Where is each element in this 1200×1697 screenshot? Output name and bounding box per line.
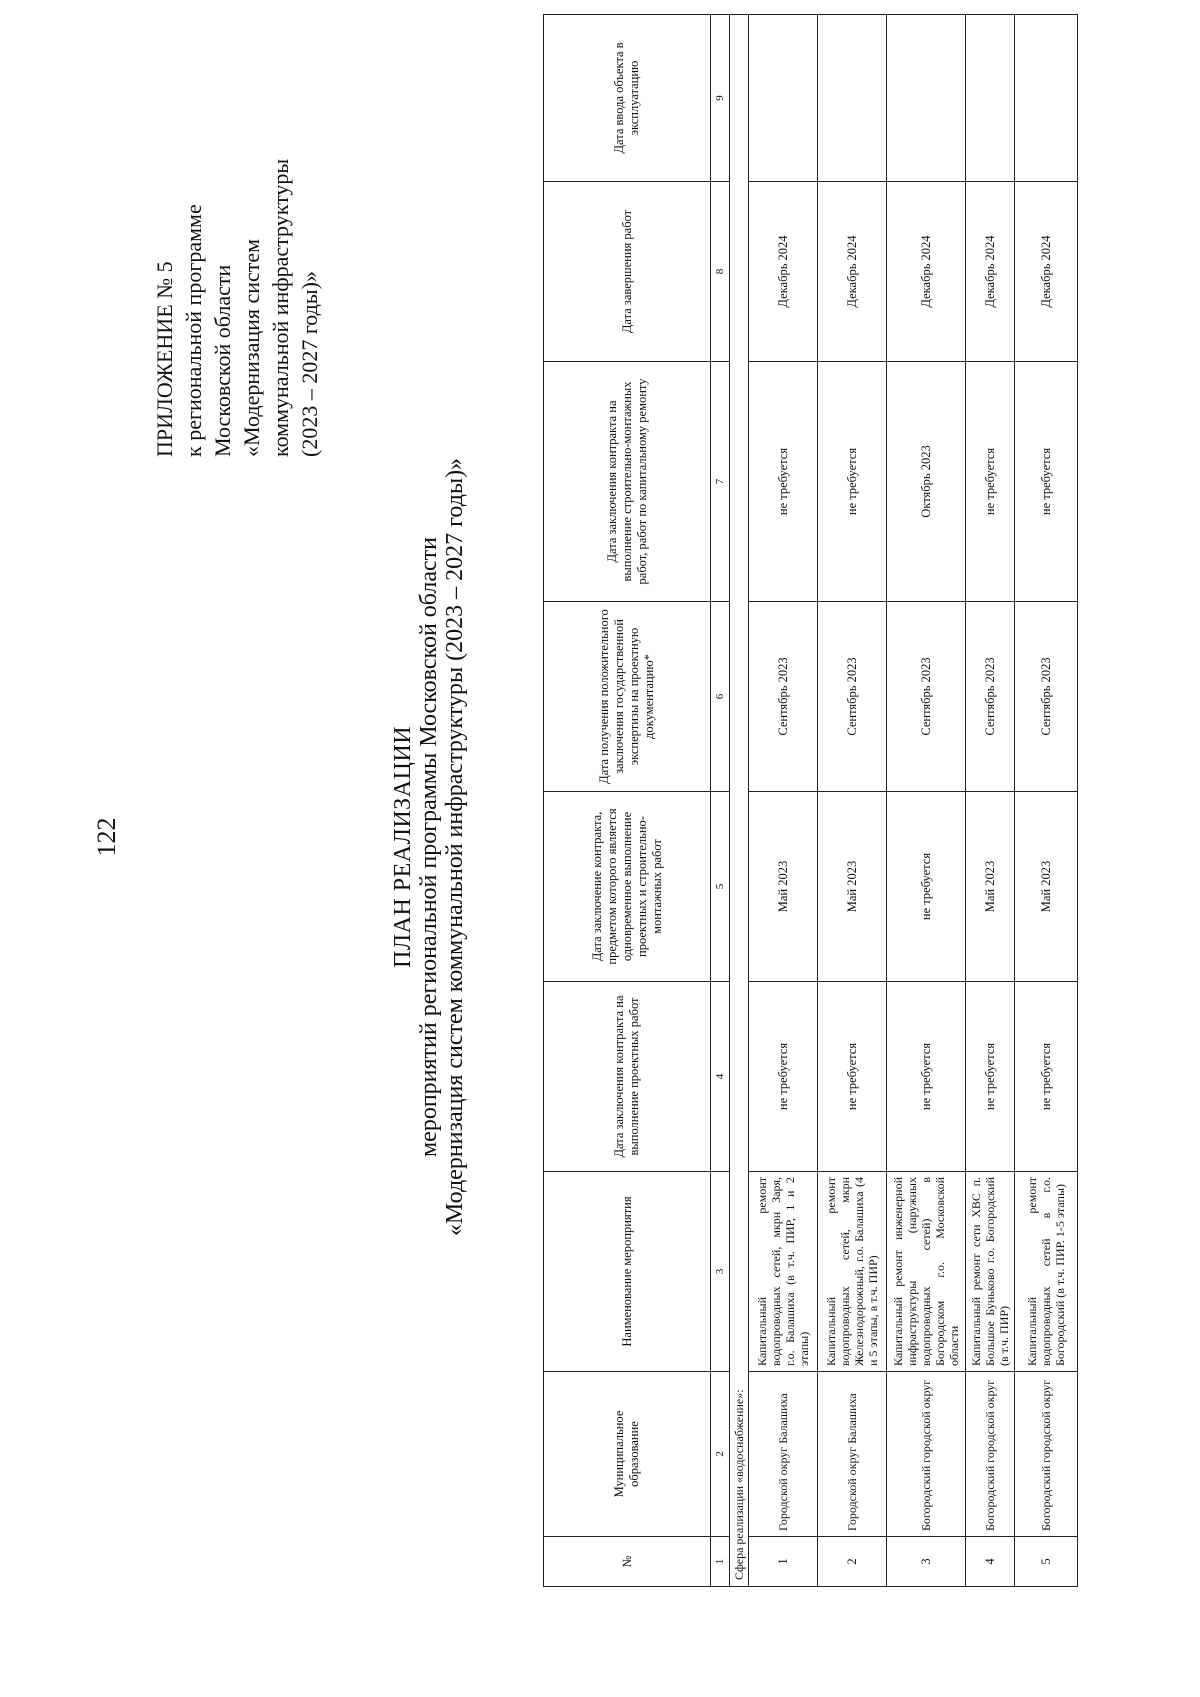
completion-date: Декабрь 2024	[887, 182, 966, 362]
column-number: 4	[711, 982, 730, 1172]
construction-contract-date: не требуется	[1015, 362, 1078, 602]
appendix-line: (2023 – 2027 годы)»	[297, 271, 322, 457]
appendix-line: ПРИЛОЖЕНИЕ № 5	[152, 261, 177, 457]
combined-contract-date: Май 2023	[966, 792, 1015, 982]
column-header: Наименование мероприятия	[544, 1172, 711, 1372]
commissioning-date	[887, 15, 966, 182]
completion-date: Декабрь 2024	[1015, 182, 1078, 362]
event-name-cell: Капитальный ремонт водопроводных сетей, мкрн Железнодорожный, г.о. Балашиха (4 и 5 этапы, в т.ч. ПИР)	[818, 1172, 887, 1372]
column-number: 7	[711, 362, 730, 602]
section-row	[730, 15, 749, 1587]
expertise-date: Сентябрь 2023	[1015, 602, 1078, 792]
design-contract-date: не требуется	[818, 982, 887, 1172]
plan-subtitle: мероприятий региональной программы Московской области	[416, 536, 442, 1158]
row-number: 1	[749, 1537, 818, 1587]
event-name-cell: Капитальный ремонт водопроводных сетей в г.о. Богородский (в т.ч. ПИР. 1-5 этапы)	[1015, 1172, 1078, 1372]
event-name-cell: Капитальный ремонт водопроводных сетей, мкрн Заря, г.о. Балашиха (в т.ч. ПИР, 1 и 2 этапы)	[749, 1172, 818, 1372]
commissioning-date	[966, 15, 1015, 182]
appendix-line: «Модернизация систем	[239, 238, 264, 457]
section-label: Сфера реализации «водоснабжение»:	[730, 15, 749, 1587]
column-header: Дата заключение контракта, предметом которого является одновременное выполнение проектных и строительно-монтажных работ	[544, 792, 711, 982]
expertise-date: Сентябрь 2023	[887, 602, 966, 792]
column-number: 9	[711, 15, 730, 182]
plan-heading	[390, 257, 468, 1437]
table-row	[749, 15, 818, 1587]
column-number: 5	[711, 792, 730, 982]
appendix-line: Московской области	[210, 264, 235, 457]
municipality-cell: Богородский городской округ	[887, 1372, 966, 1537]
table-row	[887, 15, 966, 1587]
municipality-cell: Богородский городской округ	[1015, 1372, 1078, 1537]
design-contract-date: не требуется	[749, 982, 818, 1172]
construction-contract-date: не требуется	[818, 362, 887, 602]
appendix-line: к региональной программе	[181, 204, 206, 457]
table-header-row	[544, 15, 711, 1587]
expertise-date: Сентябрь 2023	[966, 602, 1015, 792]
construction-contract-date: не требуется	[749, 362, 818, 602]
column-number: 6	[711, 602, 730, 792]
column-number: 3	[711, 1172, 730, 1372]
implementation-plan-table	[543, 15, 1078, 1587]
row-number: 5	[1015, 1537, 1078, 1587]
column-header: Дата завершения работ	[544, 182, 711, 362]
row-number: 4	[966, 1537, 1015, 1587]
column-number: 8	[711, 182, 730, 362]
appendix-line: коммунальной инфраструктуры	[268, 158, 293, 457]
commissioning-date	[818, 15, 887, 182]
appendix-block	[150, 17, 324, 457]
column-header: Дата заключения контракта на выполнение проектных работ	[544, 982, 711, 1172]
commissioning-date	[749, 15, 818, 182]
commissioning-date	[1015, 15, 1078, 182]
page-number: 122	[92, 817, 121, 857]
column-header: №	[544, 1537, 711, 1587]
completion-date: Декабрь 2024	[818, 182, 887, 362]
design-contract-date: не требуется	[887, 982, 966, 1172]
table-row	[818, 15, 887, 1587]
column-number-row	[711, 15, 730, 1587]
event-name-cell: Капитальный ремонт сети ХВС п. Большое Буньково г.о. Богородский (в т.ч. ПИР)	[966, 1172, 1015, 1372]
combined-contract-date: не требуется	[887, 792, 966, 982]
completion-date: Декабрь 2024	[966, 182, 1015, 362]
plan-title: ПЛАН РЕАЛИЗАЦИИ	[390, 725, 416, 969]
completion-date: Декабрь 2024	[749, 182, 818, 362]
row-number: 3	[887, 1537, 966, 1587]
table-row	[966, 15, 1015, 1587]
expertise-date: Сентябрь 2023	[749, 602, 818, 792]
municipality-cell: Богородский городской округ	[966, 1372, 1015, 1537]
design-contract-date: не требуется	[966, 982, 1015, 1172]
plan-program-name: «Модернизация систем коммунальной инфраструктуры (2023 – 2027 годы)»	[442, 457, 468, 1237]
combined-contract-date: Май 2023	[1015, 792, 1078, 982]
combined-contract-date: Май 2023	[818, 792, 887, 982]
municipality-cell: Городской округ Балашиха	[749, 1372, 818, 1537]
column-header: Дата ввода объекта в эксплуатацию	[544, 15, 711, 182]
combined-contract-date: Май 2023	[749, 792, 818, 982]
column-header: Дата заключения контракта на выполнение строительно-монтажных работ, работ по капитальному ремонту	[544, 362, 711, 602]
table-row	[1015, 15, 1078, 1587]
construction-contract-date: не требуется	[966, 362, 1015, 602]
municipality-cell: Городской округ Балашиха	[818, 1372, 887, 1537]
construction-contract-date: Октябрь 2023	[887, 362, 966, 602]
column-header: Дата получения положительного заключения государственной экспертизы на проектную документацию*	[544, 602, 711, 792]
column-number: 2	[711, 1372, 730, 1537]
column-number: 1	[711, 1537, 730, 1587]
expertise-date: Сентябрь 2023	[818, 602, 887, 792]
event-name-cell: Капитальный ремонт инженерной инфраструктуры (наружных водопроводных сетей) в Богородском г.о. Московской области	[887, 1172, 966, 1372]
column-header: Муниципальное образование	[544, 1372, 711, 1537]
design-contract-date: не требуется	[1015, 982, 1078, 1172]
row-number: 2	[818, 1537, 887, 1587]
